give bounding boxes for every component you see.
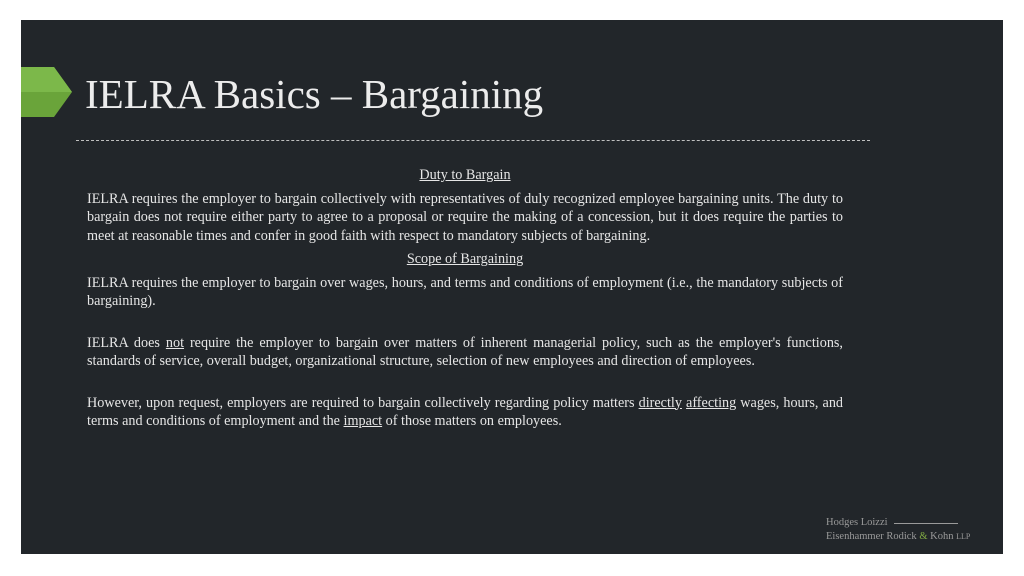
paragraph-duty-to-bargain: IELRA requires the employer to bargain collectively with representatives of duly recognized employee bargaining units. The duty to bargain does not require either party to agree to a proposal or require the making of a concession, but it does require the parties to meet at reasonable times and confer in good faith with respect to mandatory subjects of bargaining. <box>87 190 843 244</box>
paragraph-upon-request: However, upon request, employers are required to bargain collectively regarding policy matters directly affecting wages, hours, and terms and conditions of employment and the impact of those matters on employees. <box>87 394 844 429</box>
emphasis-impact: impact <box>343 413 383 429</box>
section-heading-duty-to-bargain: Duty to Bargain <box>419 167 511 183</box>
slide-body <box>87 166 843 436</box>
logo-line-1: Hodges Loizzi <box>826 517 888 528</box>
title-divider <box>76 140 870 141</box>
paragraph-mandatory-subjects: IELRA requires the employer to bargain over wages, hours, and terms and conditions of employment (i.e., the mandatory subjects of bargaining). <box>87 274 843 309</box>
paragraph-managerial-policy: IELRA does not require the employer to bargain over matters of inherent managerial policy, such as the employer's functions, standards of service, overall budget, organizational structure, selection of new employees and direction of employees. <box>87 334 843 369</box>
green-arrow-tab-icon <box>21 67 72 117</box>
slide-title: IELRA Basics – Bargaining <box>85 71 544 117</box>
section-heading-scope-of-bargaining: Scope of Bargaining <box>406 251 524 267</box>
logo-line-2: Eisenhammer Rodick & Kohn LLP <box>826 531 971 542</box>
logo-rule <box>894 523 958 524</box>
slide <box>21 20 1003 554</box>
emphasis-affecting: affecting <box>686 394 737 411</box>
emphasis-not: not <box>165 334 185 351</box>
firm-logo <box>826 516 991 544</box>
emphasis-directly: directly <box>638 394 682 411</box>
